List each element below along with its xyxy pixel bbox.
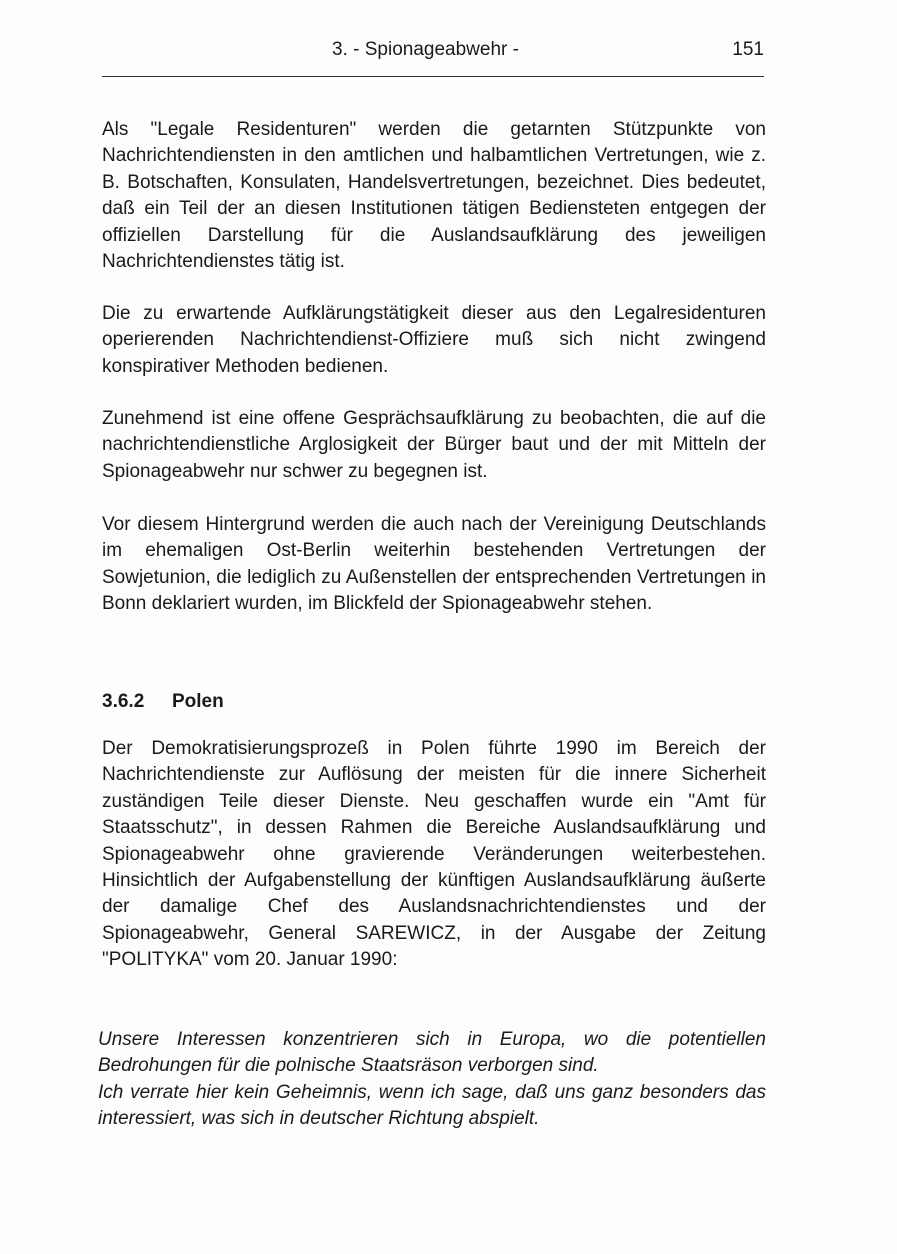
paragraph-gespraechsaufklaerung: Zunehmend ist eine offene Gesprächsaufklärung zu beobachten, die auf die nachrichtendienstliche Arglosigkeit der Bürger baut und der mit Mitteln der Spionageabwehr nur schwer zu begegnen ist. xyxy=(102,408,766,482)
section-heading xyxy=(102,689,224,715)
paragraph-vertretungen-sowjetunion: Vor diesem Hintergrund werden die auch nach der Vereinigung Deutschlands im ehemaligen Ost-Berlin weiterhin bestehenden Vertretungen der Sowjetunion, die lediglich zu Außenstellen der entsprechenden Vertretungen in Bonn deklariert wurden, im Blickfeld der Spionageabwehr stehen. xyxy=(102,514,766,615)
section-number: 3.6.2 xyxy=(102,691,145,712)
quote-line-2: Ich verrate hier kein Geheimnis, wenn ich sage, daß uns ganz besonders das interessiert, was sich in deutscher Richtung abspielt. xyxy=(98,1082,766,1130)
section-title: Polen xyxy=(172,691,224,712)
paragraph-aufklaerungstaetigkeit: Die zu erwartende Aufklärungstätigkeit dieser aus den Legalresidenturen operierenden Nachrichtendienst-Offiziere muß sich nicht zwingend konspirativer Methoden bedienen. xyxy=(102,303,766,377)
running-title: 3. - Spionageabwehr - xyxy=(332,39,519,60)
paragraph-legale-residenturen: Als "Legale Residenturen" werden die getarnten Stützpunkte von Nachrichtendiensten in den amtlichen und halbamtlichen Vertretungen, wie z. B. Botschaften, Konsulaten, Handelsvertretungen, bezeichnet. Dies bedeutet, daß ein Teil der an diesen Institutionen tätigen Bediensteten entgegen der offiziellen Darstellung für die Auslandsaufklärung des jeweiligen Nachrichtendienstes tätig ist. xyxy=(102,119,766,273)
page-number: 151 xyxy=(732,39,764,60)
paragraph-polen: Der Demokratisierungsprozeß in Polen führte 1990 im Bereich der Nachrichtendienste zur Auflösung der meisten für die innere Sicherheit zuständigen Teile dieser Dienste. Neu geschaffen wurde ein "Amt für Staatsschutz", in dessen Rahmen die Bereiche Auslandsaufklärung und Spionageabwehr ohne gravierende Veränderungen weiterbestehen. Hinsichtlich der Aufgabenstellung der künftigen Auslandsaufklärung äußerte der damalige Chef des Auslandsnachrichtendienstes und der Spionageabwehr, General SAREWICZ, in der Ausgabe der Zeitung "POLITYKA" vom 20. Januar 1990: xyxy=(102,738,766,971)
header-rule xyxy=(102,76,764,77)
quote-line-1: Unsere Interessen konzentrieren sich in Europa, wo die potentiellen Bedrohungen für die polnische Staatsräson verborgen sind. xyxy=(98,1029,766,1077)
page-header xyxy=(102,36,764,66)
